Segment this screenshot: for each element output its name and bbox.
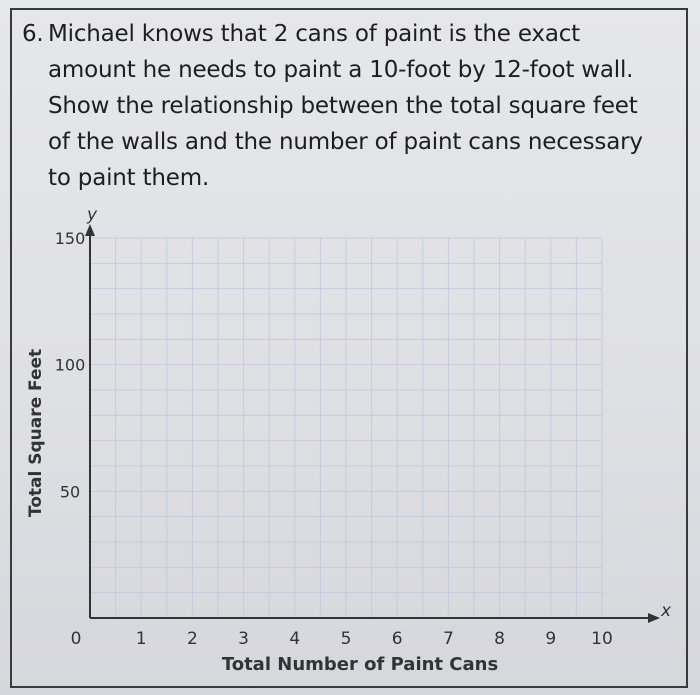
y-axis-arrow-icon xyxy=(85,224,95,236)
x-tick-label: 5 xyxy=(340,629,352,649)
y-tick-label: 50 xyxy=(59,482,81,502)
x-tick-label: 3 xyxy=(238,629,250,649)
x-tick-label: 0 xyxy=(70,629,82,649)
problem-line-4: of the walls and the number of paint cans necessary xyxy=(48,129,643,155)
x-tick-label: 2 xyxy=(186,629,198,649)
x-tick-label: 6 xyxy=(391,629,403,649)
problem-line-5: to paint them. xyxy=(48,165,210,191)
x-axis-letter: x xyxy=(661,601,672,621)
x-tick-label: 7 xyxy=(442,629,454,649)
x-tick-label: 9 xyxy=(545,629,557,649)
x-tick-label: 8 xyxy=(494,629,506,649)
axes xyxy=(85,224,660,623)
tick-labels xyxy=(55,229,613,649)
problem-number: 6. xyxy=(22,21,44,47)
x-axis-arrow-icon xyxy=(648,613,660,623)
x-tick-label: 10 xyxy=(591,629,613,649)
problem-line-2: amount he needs to paint a 10-foot by 12-foot wall. xyxy=(48,57,634,83)
y-axis-letter: y xyxy=(87,205,98,225)
problem-line-1: 6. Michael knows that 2 cans of paint is the exact xyxy=(22,16,662,52)
y-axis-title: Total Square Feet xyxy=(26,348,46,518)
y-tick-label: 100 xyxy=(54,355,86,375)
y-tick-label: 150 xyxy=(54,229,86,248)
x-tick-label: 4 xyxy=(289,629,301,649)
grid-lines xyxy=(90,238,602,618)
x-axis-title: Total Number of Paint Cans xyxy=(221,654,499,675)
x-tick-label: 1 xyxy=(135,629,147,649)
problem-line-3: Show the relationship between the total square feet xyxy=(48,93,638,119)
